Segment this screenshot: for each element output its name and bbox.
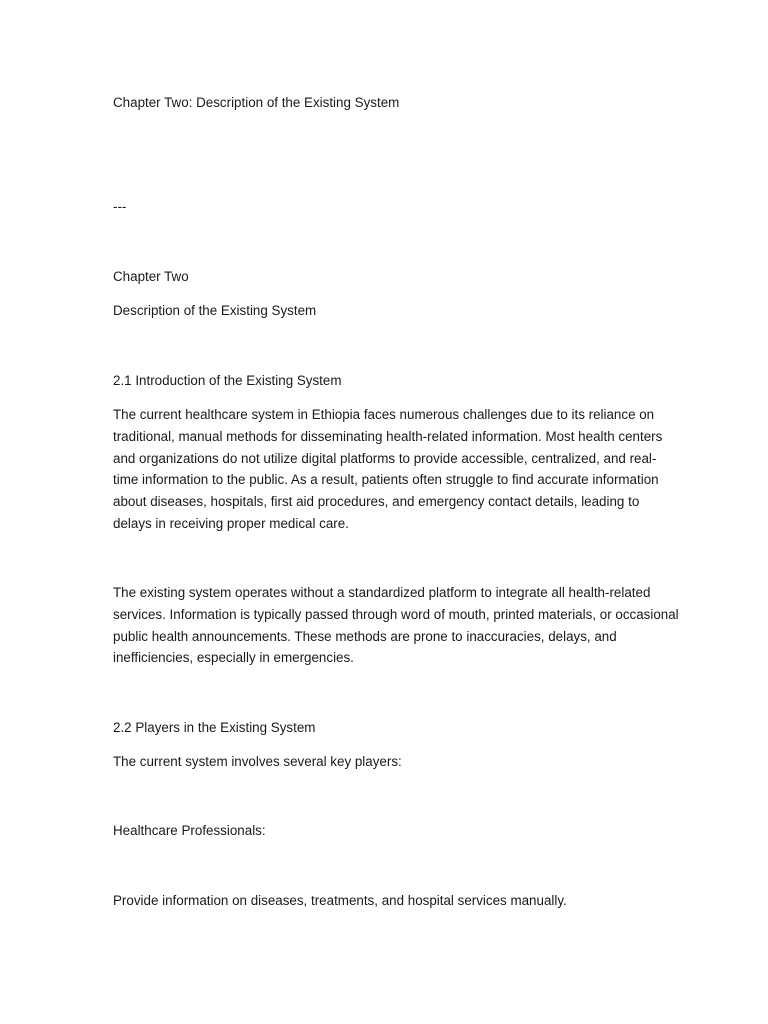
section-2-2-heading: 2.2 Players in the Existing System bbox=[113, 720, 316, 735]
section-2-1-paragraph-2: The existing system operates without a standardized platform to integrate all health-related services. Information is typically passed through word of mouth, printed materials, or occasional public health announcements. These methods are prone to inaccuracies, delays, and inefficiencies, especially in emergencies. bbox=[113, 585, 679, 666]
chapter-label: Chapter Two bbox=[113, 269, 189, 284]
chapter-subtitle: Description of the Existing System bbox=[113, 303, 317, 318]
player-1-label: Healthcare Professionals: bbox=[113, 823, 266, 838]
section-2-1-paragraph-1: The current healthcare system in Ethiopia faces numerous challenges due to its reliance on traditional, manual methods for disseminating health-related information. Most health centers and organizations do not utilize digital platforms to provide accessible, centralized, and real-time information to the public. As a result, patients often struggle to find accurate information about diseases, hospitals, first aid procedures, and emergency contact details, leading to delays in receiving proper medical care. bbox=[113, 407, 663, 531]
section-2-2-intro: The current system involves several key players: bbox=[113, 754, 402, 769]
section-2-1-heading: 2.1 Introduction of the Existing System bbox=[113, 373, 342, 388]
separator-line: --- bbox=[113, 199, 127, 214]
player-1-description: Provide information on diseases, treatments, and hospital services manually. bbox=[113, 893, 567, 908]
document-title-line: Chapter Two: Description of the Existing System bbox=[113, 95, 400, 110]
